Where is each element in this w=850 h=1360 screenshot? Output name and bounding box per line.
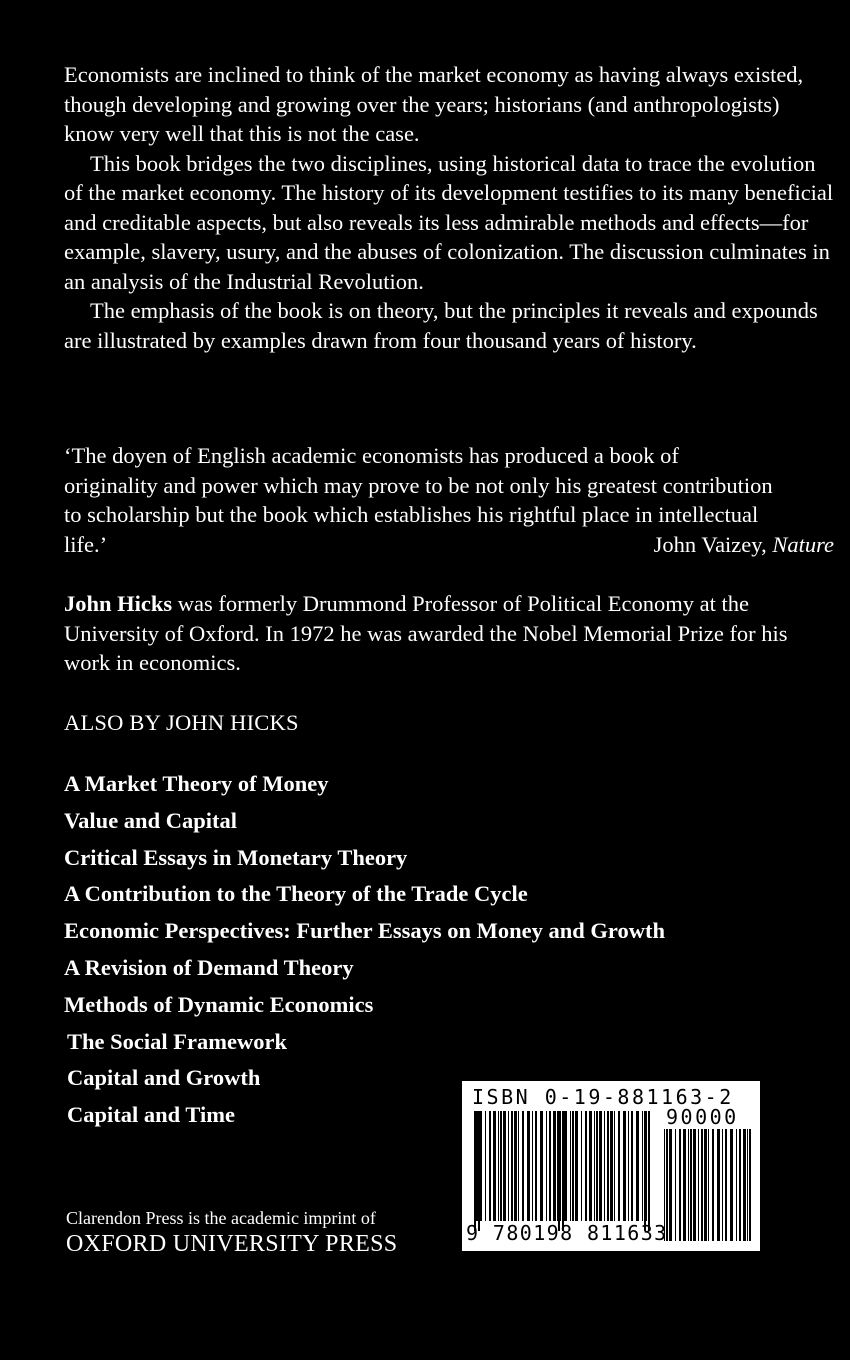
imprint-line: Clarendon Press is the academic imprint of — [66, 1208, 376, 1228]
barcode-bar — [749, 1129, 751, 1241]
barcode-bar — [730, 1129, 733, 1241]
isbn-barcode — [462, 1081, 760, 1251]
barcode-bar — [722, 1129, 723, 1241]
barcode-bar — [540, 1111, 543, 1221]
barcode-bar — [604, 1111, 605, 1221]
review-last-line — [64, 530, 834, 560]
barcode-bar — [493, 1111, 496, 1221]
barcode-bar — [610, 1111, 613, 1221]
barcode-bar — [546, 1111, 547, 1221]
barcode-bar — [675, 1129, 676, 1241]
barcode-bar — [736, 1129, 737, 1241]
reviewer-attribution — [654, 530, 834, 560]
blurb — [64, 60, 834, 355]
barcode-bar — [623, 1111, 626, 1221]
barcode-bar — [489, 1111, 491, 1221]
barcode-bar — [669, 1129, 672, 1241]
barcode-bar — [570, 1111, 571, 1221]
barcode-bar — [508, 1111, 509, 1221]
also-by-heading: ALSO BY JOHN HICKS — [64, 710, 299, 735]
book-title: A Contribution to the Theory of the Trade Cycle — [64, 881, 528, 907]
review-line-3: to scholarship but the book which establishes his rightful place in intellectual — [64, 502, 759, 527]
barcode-bar — [498, 1111, 499, 1221]
book-title: Methods of Dynamic Economics — [64, 991, 374, 1017]
barcode-bar — [614, 1111, 615, 1221]
barcode-bar — [704, 1129, 707, 1241]
barcode-bar — [527, 1111, 530, 1221]
barcode-bar — [581, 1111, 582, 1221]
barcode-bar — [636, 1111, 639, 1221]
barcode-bar — [572, 1111, 574, 1221]
barcode-bar — [693, 1129, 696, 1241]
barcode-bar — [585, 1111, 587, 1221]
barcode-bar — [599, 1111, 602, 1221]
author-bio-text — [64, 589, 834, 678]
review-line-2: originality and power which may prove to be not only his greatest contribution — [64, 472, 773, 498]
barcode-bar — [564, 1111, 567, 1221]
barcode-bar — [589, 1111, 592, 1221]
book-title: A Revision of Demand Theory — [64, 954, 354, 980]
book-title: Capital and Time — [67, 1102, 235, 1128]
barcode-bar — [511, 1111, 513, 1221]
barcode-bar — [553, 1111, 556, 1221]
blurb-paragraph-2: This book bridges the two disciplines, using historical data to trace the evolution of the market economy. The history of its development testifies to its many beneficial and creditable aspects, but also reveals its less admirable methods and effects—for example, slavery, usury, and the abuses of colonization. The discussion culminates in an analysis of the Industrial Revolution. — [64, 150, 834, 294]
barcode-bar — [575, 1111, 578, 1221]
barcode-guard-bar — [648, 1111, 650, 1231]
barcode-bar — [522, 1111, 524, 1221]
barcode-bar — [747, 1129, 748, 1241]
review-line-4: life.’ — [64, 531, 108, 557]
book-title: Critical Essays in Monetary Theory — [64, 844, 408, 870]
barcode-bar — [679, 1129, 681, 1241]
publisher-imprint — [66, 1207, 397, 1259]
barcode-bar — [725, 1129, 727, 1241]
book-title: Economic Perspectives: Further Essays on Money and Growth — [64, 918, 666, 944]
barcode-digits: 9 780198 811633 — [466, 1221, 668, 1245]
barcode-bar — [503, 1111, 506, 1221]
barcode-guard-bar — [562, 1111, 564, 1231]
barcode-bar — [642, 1111, 643, 1221]
review-source: Nature — [772, 531, 834, 557]
book-list — [64, 766, 665, 1134]
barcode-guard-bar — [474, 1111, 476, 1231]
publisher-name: OXFORD UNIVERSITY PRESS — [66, 1231, 398, 1257]
barcode-bar — [708, 1129, 709, 1241]
reviewer-name: John Vaizey, — [653, 531, 773, 557]
barcode-bar — [500, 1111, 502, 1221]
barcode-bar — [485, 1111, 486, 1221]
barcode-bar — [514, 1111, 517, 1221]
book-title: Value and Capital — [64, 807, 237, 833]
barcode-guard-bar — [558, 1111, 560, 1231]
barcode-guard-bar — [478, 1111, 480, 1231]
book-title: Capital and Growth — [67, 1065, 261, 1091]
barcode-bar — [594, 1111, 595, 1221]
barcode-bar — [549, 1111, 551, 1221]
barcode-bar — [628, 1111, 629, 1221]
barcode-bar — [701, 1129, 703, 1241]
barcode-bar — [712, 1129, 714, 1241]
review-line-1: ‘The doyen of English academic economists has produced a book of — [64, 443, 679, 468]
barcode-bar — [596, 1111, 598, 1221]
book-title: A Market Theory of Money — [64, 771, 329, 796]
barcode-bar — [557, 1111, 558, 1221]
author-name: John Hicks — [64, 591, 173, 616]
barcode-bar — [743, 1129, 746, 1241]
barcode-bar — [631, 1111, 633, 1221]
barcode-bar — [717, 1129, 720, 1241]
barcode-bar — [535, 1111, 537, 1221]
barcode-bar — [532, 1111, 533, 1221]
barcode-bar — [618, 1111, 620, 1221]
barcode-bar — [683, 1129, 686, 1241]
author-bio — [64, 589, 834, 678]
barcode-bar — [739, 1129, 741, 1241]
book-title: The Social Framework — [67, 1028, 287, 1054]
review-quote — [64, 441, 834, 559]
barcode-bar — [476, 1111, 478, 1221]
blurb-paragraph-3: The emphasis of the book is on theory, but the principles it reveals and expounds are illustrated by examples drawn from four thousand years of history. — [64, 298, 818, 353]
barcode-bar — [690, 1129, 692, 1241]
barcode-bar — [607, 1111, 609, 1221]
barcode-bar — [688, 1129, 689, 1241]
author-bio-body: was formerly Drummond Professor of Political Economy at the University of Oxford. In 1972 he was awarded the Nobel Memorial Prize for his work in economics. — [64, 591, 788, 675]
isbn-number: ISBN 0-19-881163-2 — [472, 1085, 734, 1109]
blurb-paragraph-1: Economists are inclined to think of the market economy as having always existed, though developing and growing over the years; historians (and anthropologists) know very well that this is not the case. — [64, 62, 804, 146]
barcode-bar — [698, 1129, 699, 1241]
price-code: 90000 — [666, 1105, 739, 1129]
barcode-guard-bar — [644, 1111, 646, 1231]
barcode-bar — [518, 1111, 519, 1221]
